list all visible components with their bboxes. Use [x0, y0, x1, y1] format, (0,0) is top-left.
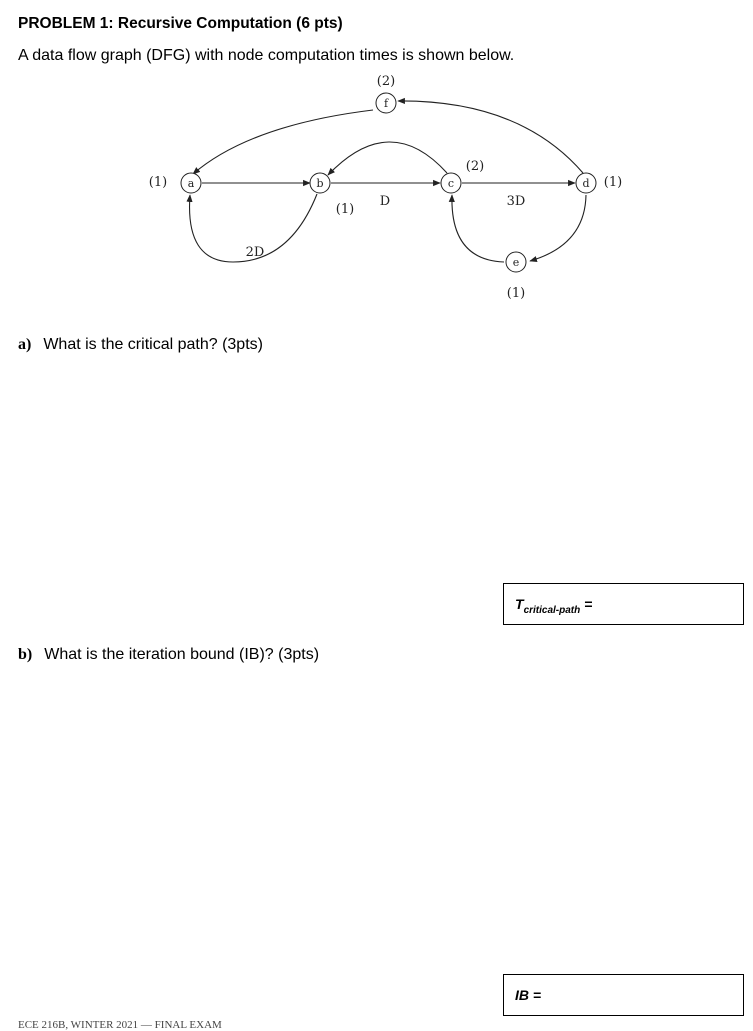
time-label-a: (1) [148, 175, 168, 190]
delay-label-b-a: 2D [245, 245, 265, 260]
node-c [441, 173, 461, 193]
time-label-c: (2) [465, 159, 485, 174]
delay-label-b-c: D [379, 194, 391, 209]
svg-text:d: d [582, 177, 590, 190]
page-footer: ECE 216B, WINTER 2021 — FINAL EXAM [18, 1019, 222, 1031]
svg-text:b: b [316, 177, 324, 190]
answer-box-iteration-bound[interactable] [503, 974, 744, 1016]
time-label-f: (2) [376, 74, 396, 89]
question-b [18, 646, 319, 664]
time-label-d: (1) [603, 175, 623, 190]
edge-c-to-b [328, 142, 447, 175]
answer-a-suffix: = [580, 596, 593, 612]
edge-d-to-f [398, 101, 583, 173]
answer-b-label: IB = [515, 987, 542, 1003]
question-b-text: What is the iteration bound (IB)? (3pts) [44, 646, 320, 663]
svg-text:c: c [447, 177, 455, 190]
question-a [18, 336, 263, 354]
edge-e-to-c [452, 195, 504, 262]
answer-a-label: T [515, 596, 524, 612]
node-e [506, 252, 526, 272]
edge-f-to-a [193, 110, 373, 174]
question-a-text: What is the critical path? (3pts) [43, 336, 263, 353]
svg-text:a: a [187, 177, 195, 190]
problem-title: PROBLEM 1: Recursive Computation (6 pts) [18, 15, 343, 32]
svg-text:f: f [383, 97, 389, 110]
svg-text:e: e [512, 256, 520, 269]
question-b-number: b) [18, 646, 33, 663]
question-a-number: a) [18, 336, 32, 353]
node-f [376, 93, 396, 113]
problem-intro: A data flow graph (DFG) with node computation times is shown below. [18, 47, 515, 64]
time-label-b: (1) [335, 202, 355, 217]
answer-a-subscript: critical-path [523, 604, 581, 616]
data-flow-graph [0, 0, 753, 310]
edge-d-to-e [530, 195, 586, 261]
node-a [181, 173, 201, 193]
delay-label-c-d: 3D [506, 194, 526, 209]
node-d [576, 173, 596, 193]
node-b [310, 173, 330, 193]
answer-box-critical-path[interactable] [503, 583, 744, 625]
time-label-e: (1) [506, 286, 526, 301]
